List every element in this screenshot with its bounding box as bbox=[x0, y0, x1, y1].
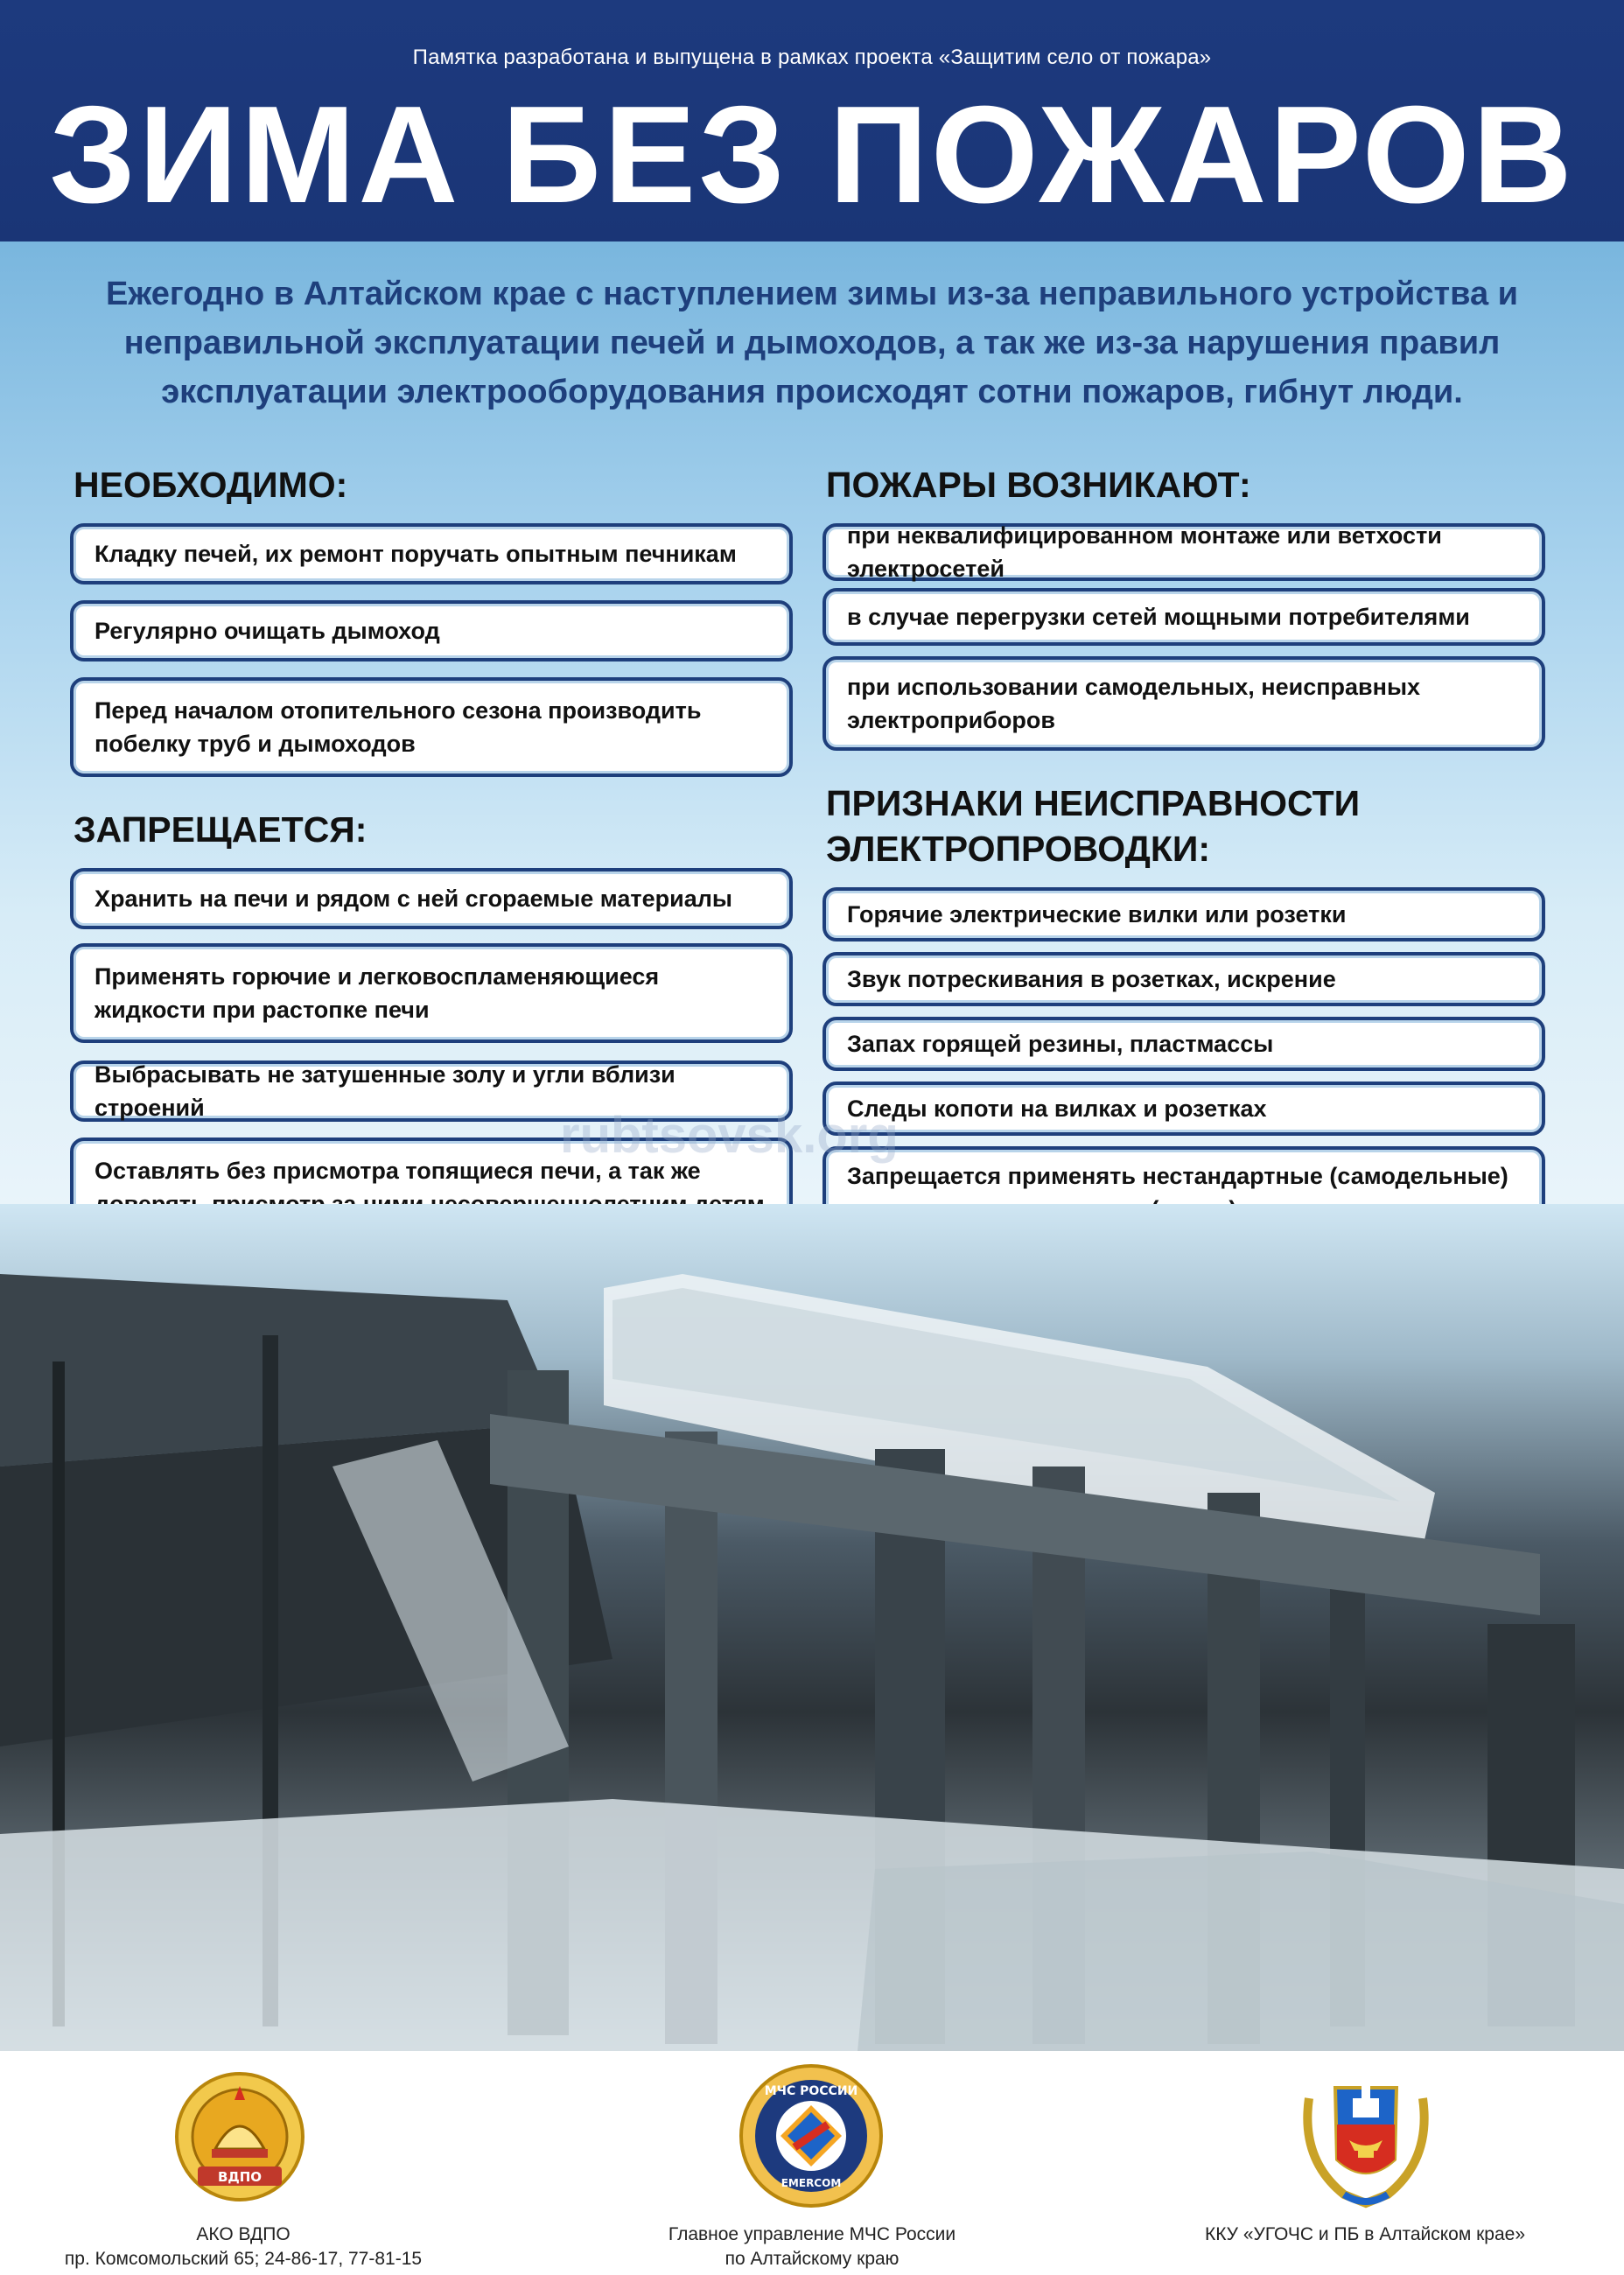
mchs-emblem-icon bbox=[737, 2062, 886, 2210]
forbidden-item: Применять горючие и легковоспламеняющиеся жидкости при растопке печи bbox=[70, 943, 793, 1043]
wiring-signs-title bbox=[826, 780, 1360, 872]
mchs-org-name: Главное управление МЧС России bbox=[668, 2224, 956, 2244]
vdpo-address: пр. Комсомольский 65; 24-86-17, 77-81-15 bbox=[64, 2249, 423, 2269]
fires-occur-title: ПОЖАРЫ ВОЗНИКАЮТ: bbox=[826, 465, 1251, 505]
forbidden-item: Оставлять без присмотра топящиеся печи, а так же bbox=[70, 1138, 793, 1237]
necessary-item: Перед началом отопительного сезона производить побелку труб и дымоходов bbox=[70, 677, 793, 777]
forbidden-item: Выбрасывать не затушенные золу и угли вблизи строений bbox=[70, 1060, 793, 1122]
necessary-item: Кладку печей, их ремонт поручать опытным печникам bbox=[70, 523, 793, 584]
forbidden-title: ЗАПРЕЩАЕТСЯ: bbox=[74, 809, 368, 850]
mchs-logo-top-text: МЧС РОССИИ bbox=[764, 2084, 858, 2098]
vdpo-logo-text: ВДПО bbox=[217, 2169, 262, 2185]
wiring-signs-item: Запрещается применять нестандартные (самодельные) bbox=[822, 1146, 1545, 1239]
wiring-signs-item: Следы копоти на вилках и розетках bbox=[822, 1082, 1545, 1136]
wiring-signs-item: Горячие электрические вилки или розетки bbox=[822, 887, 1545, 942]
vdpo-org-name: АКО ВДПО bbox=[196, 2224, 290, 2244]
necessary-title: НЕОБХОДИМО: bbox=[74, 465, 348, 505]
wiring-signs-item: Запах горящей резины, пластмассы bbox=[822, 1017, 1545, 1071]
fires-occur-item: при неквалифицированном монтаже или ветхости электросетей bbox=[822, 523, 1545, 581]
fires-occur-item: в случае перегрузки сетей мощными потребителями bbox=[822, 588, 1545, 646]
altai-coat-of-arms-icon bbox=[1292, 2063, 1440, 2212]
necessary-item: Регулярно очищать дымоход bbox=[70, 600, 793, 662]
page-title: ЗИМА БЕЗ ПОЖАРОВ bbox=[49, 78, 1575, 232]
mchs-org-region: по Алтайскому краю bbox=[724, 2249, 900, 2269]
mchs-logo-bottom-text: EMERCOM bbox=[780, 2177, 842, 2189]
wiring-signs-title-line2: ЭЛЕКТРОПРОВОДКИ: bbox=[826, 829, 1210, 869]
burned-house-illustration bbox=[0, 1204, 1624, 2051]
ugochs-org-name: ККУ «УГОЧС и ПБ в Алтайском крае» bbox=[1204, 2224, 1526, 2244]
project-note: Памятка разработана и выпущена в рамках проекта «Защитим село от пожара» bbox=[412, 46, 1212, 69]
vdpo-emblem-icon bbox=[172, 2068, 308, 2205]
intro-paragraph: Ежегодно в Алтайском крае с наступлением зимы из-за неправильного устройства и неправильной эксплуатации печей и дымоходов, а так же из-за нарушения правил эксплуатации электрооборудования происходят сотни пожаров, гибнут люди. bbox=[105, 276, 1519, 410]
fires-occur-item: при использовании самодельных, неисправных электроприборов bbox=[822, 656, 1545, 751]
footer bbox=[0, 2051, 1624, 2275]
forbidden-item: Хранить на печи и рядом с ней сгораемые материалы bbox=[70, 868, 793, 929]
header-banner bbox=[0, 0, 1624, 242]
watermark: rubtsovsk.org bbox=[560, 1107, 899, 1164]
wiring-signs-item: Звук потрескивания в розетках, искрение bbox=[822, 952, 1545, 1006]
burned-house-photo bbox=[0, 1204, 1624, 2051]
wiring-signs-title-line1: ПРИЗНАКИ НЕИСПРАВНОСТИ bbox=[826, 783, 1361, 823]
